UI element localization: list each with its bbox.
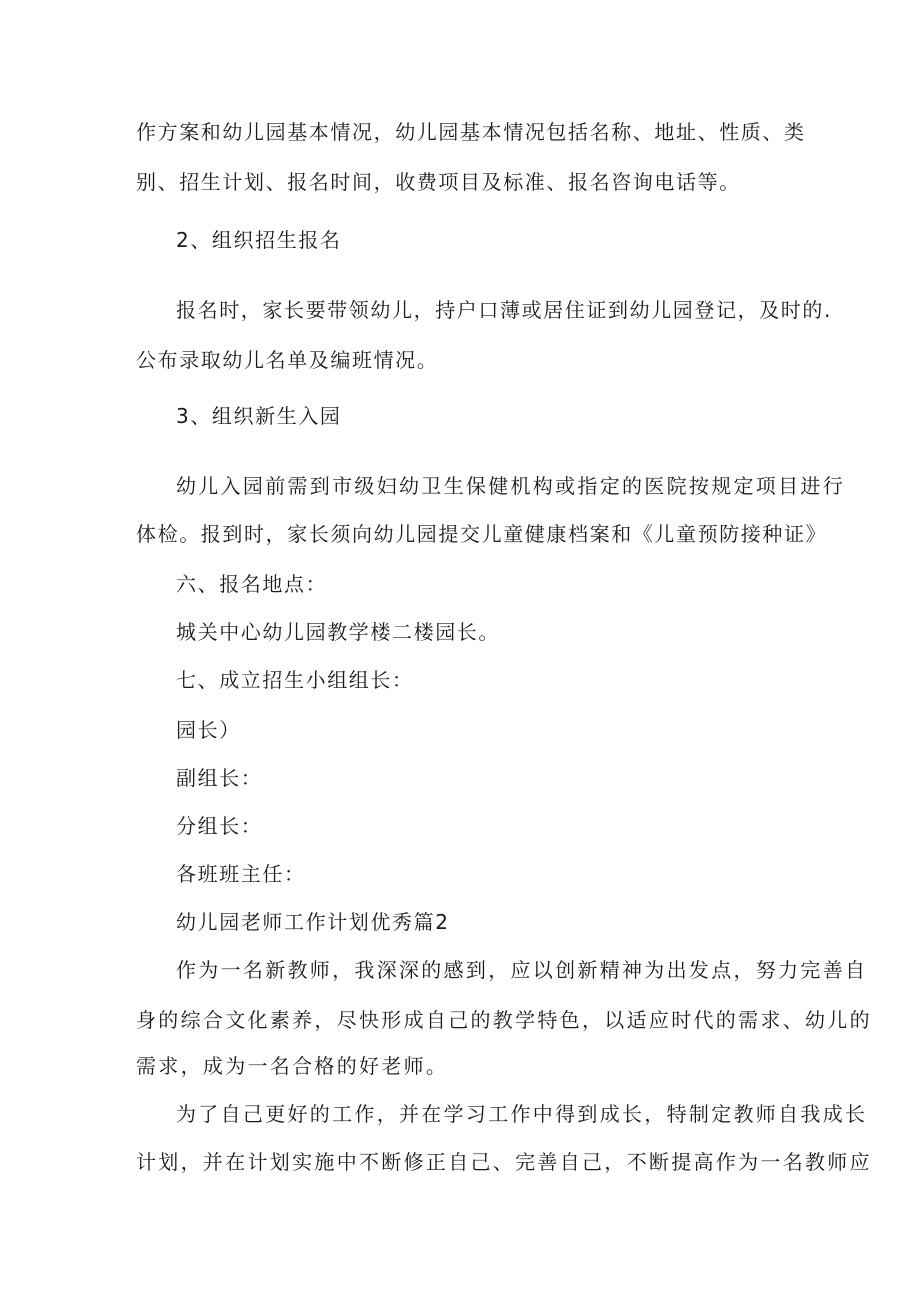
paragraph-line: 园长） <box>176 718 241 742</box>
section-heading: 2、组织招生报名 <box>176 228 342 252</box>
paragraph-line: 报名时，家长要带领幼儿，持户口薄或居住证到幼儿园登记，及时的. <box>176 298 832 322</box>
paragraph-line: 副组长： <box>176 766 263 790</box>
section-heading: 七、成立招生小组组长： <box>176 668 414 692</box>
paragraph-line: 分组长： <box>176 814 263 838</box>
paragraph-line: 体检。报到时，家长须向幼儿园提交儿童健康档案和《儿童预防接种证》 <box>136 522 828 546</box>
section-heading: 六、报名地点： <box>176 572 328 596</box>
paragraph-line: 身的综合文化素养，尽快形成自己的教学特色，以适应时代的需求、幼儿的 <box>136 1008 872 1032</box>
section-heading: 3、组织新生入园 <box>176 404 342 428</box>
paragraph-line: 作为一名新教师，我深深的感到，应以创新精神为出发点，努力完善自 <box>176 958 868 982</box>
paragraph-line: 幼儿入园前需到市级妇幼卫生保健机构或指定的医院按规定项目进行 <box>176 474 845 498</box>
paragraph-line: 城关中心幼儿园教学楼二楼园长。 <box>176 620 500 644</box>
paragraph-line: 作方案和幼儿园基本情况，幼儿园基本情况包括名称、地址、性质、类 <box>136 120 806 144</box>
article-title: 幼儿园老师工作计划优秀篇2 <box>176 910 450 934</box>
paragraph-line: 公布录取幼儿名单及编班情况。 <box>136 348 439 372</box>
paragraph-line: 为了自己更好的工作，并在学习工作中得到成长，特制定教师自我成长 <box>176 1102 868 1126</box>
paragraph-line: 各班班主任： <box>176 862 306 886</box>
paragraph-line: 计划，并在计划实施中不断修正自己、完善自己，不断提高作为一名教师应 <box>136 1150 872 1174</box>
paragraph-line: 别、招生计划、报名时间，收费项目及标准、报名咨询电话等。 <box>136 170 741 194</box>
paragraph-line: 需求，成为一名合格的好老师。 <box>136 1054 449 1078</box>
